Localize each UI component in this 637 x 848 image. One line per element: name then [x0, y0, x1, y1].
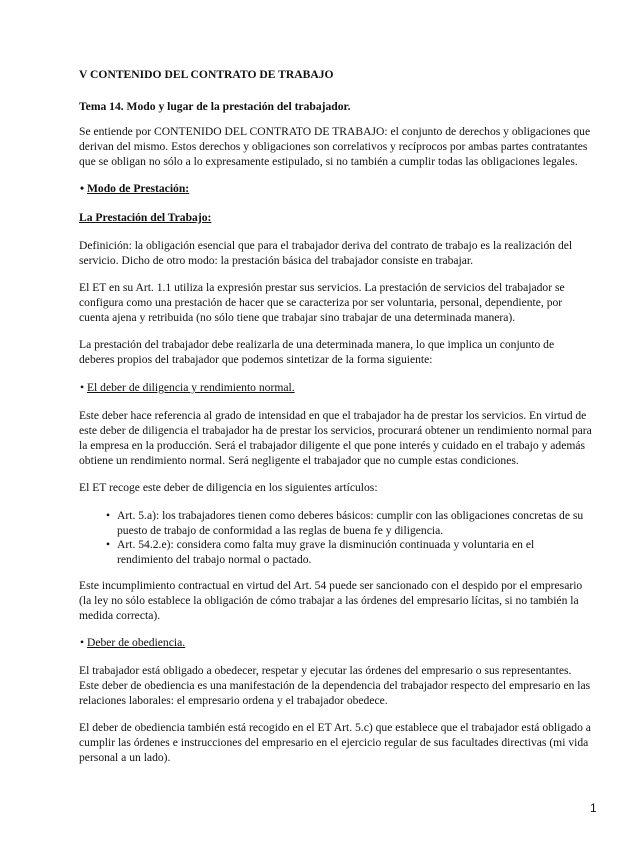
- list-item-text: Art. 5.a): los trabajadores tienen como deberes básicos: cumplir con las obligaciones concretas de su: [117, 509, 584, 522]
- deber-obediencia-title: Deber de obediencia.: [86, 636, 186, 649]
- list-bullet: •: [106, 538, 111, 551]
- paragraph-line: El ET recoge este deber de diligencia en los siguientes artículos:: [79, 481, 378, 494]
- paragraph-line: Definición: la obligación esencial que para el trabajador deriva del contrato de trabajo es la realización del: [79, 239, 573, 252]
- deber-obediencia-heading: [80, 635, 185, 650]
- list-item-continuation: puesto de trabajo de conformidad a las reglas de buena fe y diligencia.: [117, 524, 444, 537]
- list-item-text: Art. 54.2.e): considera como falta muy grave la disminución continuada y voluntaria en el: [117, 538, 535, 551]
- paragraph-line: obtiene un rendimiento normal. Será negligente el trabajador que no cumple estas condiciones.: [79, 454, 519, 467]
- list-item-continuation: rendimiento del trabajo normal o pactado.: [117, 553, 312, 566]
- paragraph-line: Se entiende por CONTENIDO DEL CONTRATO DE TRABAJO: el conjunto de derechos y obligaciones que: [79, 125, 591, 138]
- paragraph-line: El trabajador está obligado a obedecer, respetar y ejecutar las órdenes del empresario o sus representantes.: [79, 664, 572, 677]
- paragraph-line: Este incumplimiento contractual en virtud del Art. 54 puede ser sancionado con el despido por el empresario: [79, 579, 583, 592]
- paragraph-line: medida correcta).: [79, 609, 161, 622]
- section-heading: V CONTENIDO DEL CONTRATO DE TRABAJO: [79, 68, 334, 81]
- modo-prestacion-heading: [80, 181, 189, 196]
- paragraph-line: relaciones laborales: el empresario ordena y el trabajador obedece.: [79, 694, 388, 707]
- paragraph-line: derivan del mismo. Estos derechos y obligaciones son correlativos y recíprocos por ambas partes contratantes: [79, 140, 588, 153]
- paragraph-line: cumplir las órdenes e instrucciones del empresario en el ejercicio regular de sus facultades directivas (mi vida: [79, 736, 589, 749]
- paragraph-line: servicio. Dicho de otro modo: la prestación básica del trabajador consiste en trabajar.: [79, 254, 474, 267]
- modo-prestacion-title: Modo de Prestación:: [86, 182, 190, 195]
- list-item: [106, 537, 535, 552]
- paragraph-line: El ET en su Art. 1.1 utiliza la expresión prestar sus servicios. La prestación de servicios del trabajador se: [79, 281, 565, 294]
- topic-heading: Tema 14. Modo y lugar de la prestación del trabajador.: [79, 100, 351, 113]
- paragraph-line: Este deber hace referencia al grado de intensidad en que el trabajador ha de prestar los servicios. En virtud de: [79, 409, 587, 422]
- paragraph-line: El deber de obediencia también está recogido en el ET Art. 5.c) que establece que el trabajador está obligado a: [79, 721, 591, 734]
- deber-diligencia-title: El deber de diligencia y rendimiento normal.: [86, 381, 295, 394]
- deber-diligencia-heading: [80, 380, 295, 395]
- paragraph-line: La prestación del trabajador debe realizarla de una determinada manera, lo que implica un conjunto de: [79, 338, 555, 351]
- list-item: [106, 508, 584, 523]
- bullet: •: [80, 182, 87, 195]
- prestacion-trabajo-heading: La Prestación del Trabajo:: [79, 211, 212, 224]
- paragraph-line: (la ley no sólo establece la obligación de cómo trabajar a las órdenes del empresario lícitas, si no también la: [79, 594, 579, 607]
- paragraph-line: este deber de diligencia el trabajador ha de prestar los servicios, procurará obtener un rendimiento normal para: [79, 424, 592, 437]
- paragraph-line: configura como una prestación de hacer que se caracteriza por ser voluntaria, personal, dependiente, por: [79, 296, 563, 309]
- paragraph-line: la empresa en la producción. Será el trabajador diligente el que pone interés y cuidado en el trabajo y además: [79, 439, 586, 452]
- paragraph-line: cuenta ajena y retribuida (no sólo tiene que trabajar sino trabajar de una determinada manera).: [79, 311, 516, 324]
- paragraph-line: deberes propios del trabajador que podemos sintetizar de la forma siguiente:: [79, 353, 433, 366]
- paragraph-line: Este deber de obediencia es una manifestación de la dependencia del trabajador respecto del empresario en las: [79, 679, 591, 692]
- paragraph-line: que se obligan no sólo a lo expresamente estipulado, si no también a cumplir todas las obligaciones legales.: [79, 155, 578, 168]
- bullet: •: [80, 636, 87, 649]
- page-number: 1: [590, 801, 597, 815]
- paragraph-line: personal a un lado).: [79, 751, 171, 764]
- list-bullet: •: [106, 509, 111, 522]
- bullet: •: [80, 381, 87, 394]
